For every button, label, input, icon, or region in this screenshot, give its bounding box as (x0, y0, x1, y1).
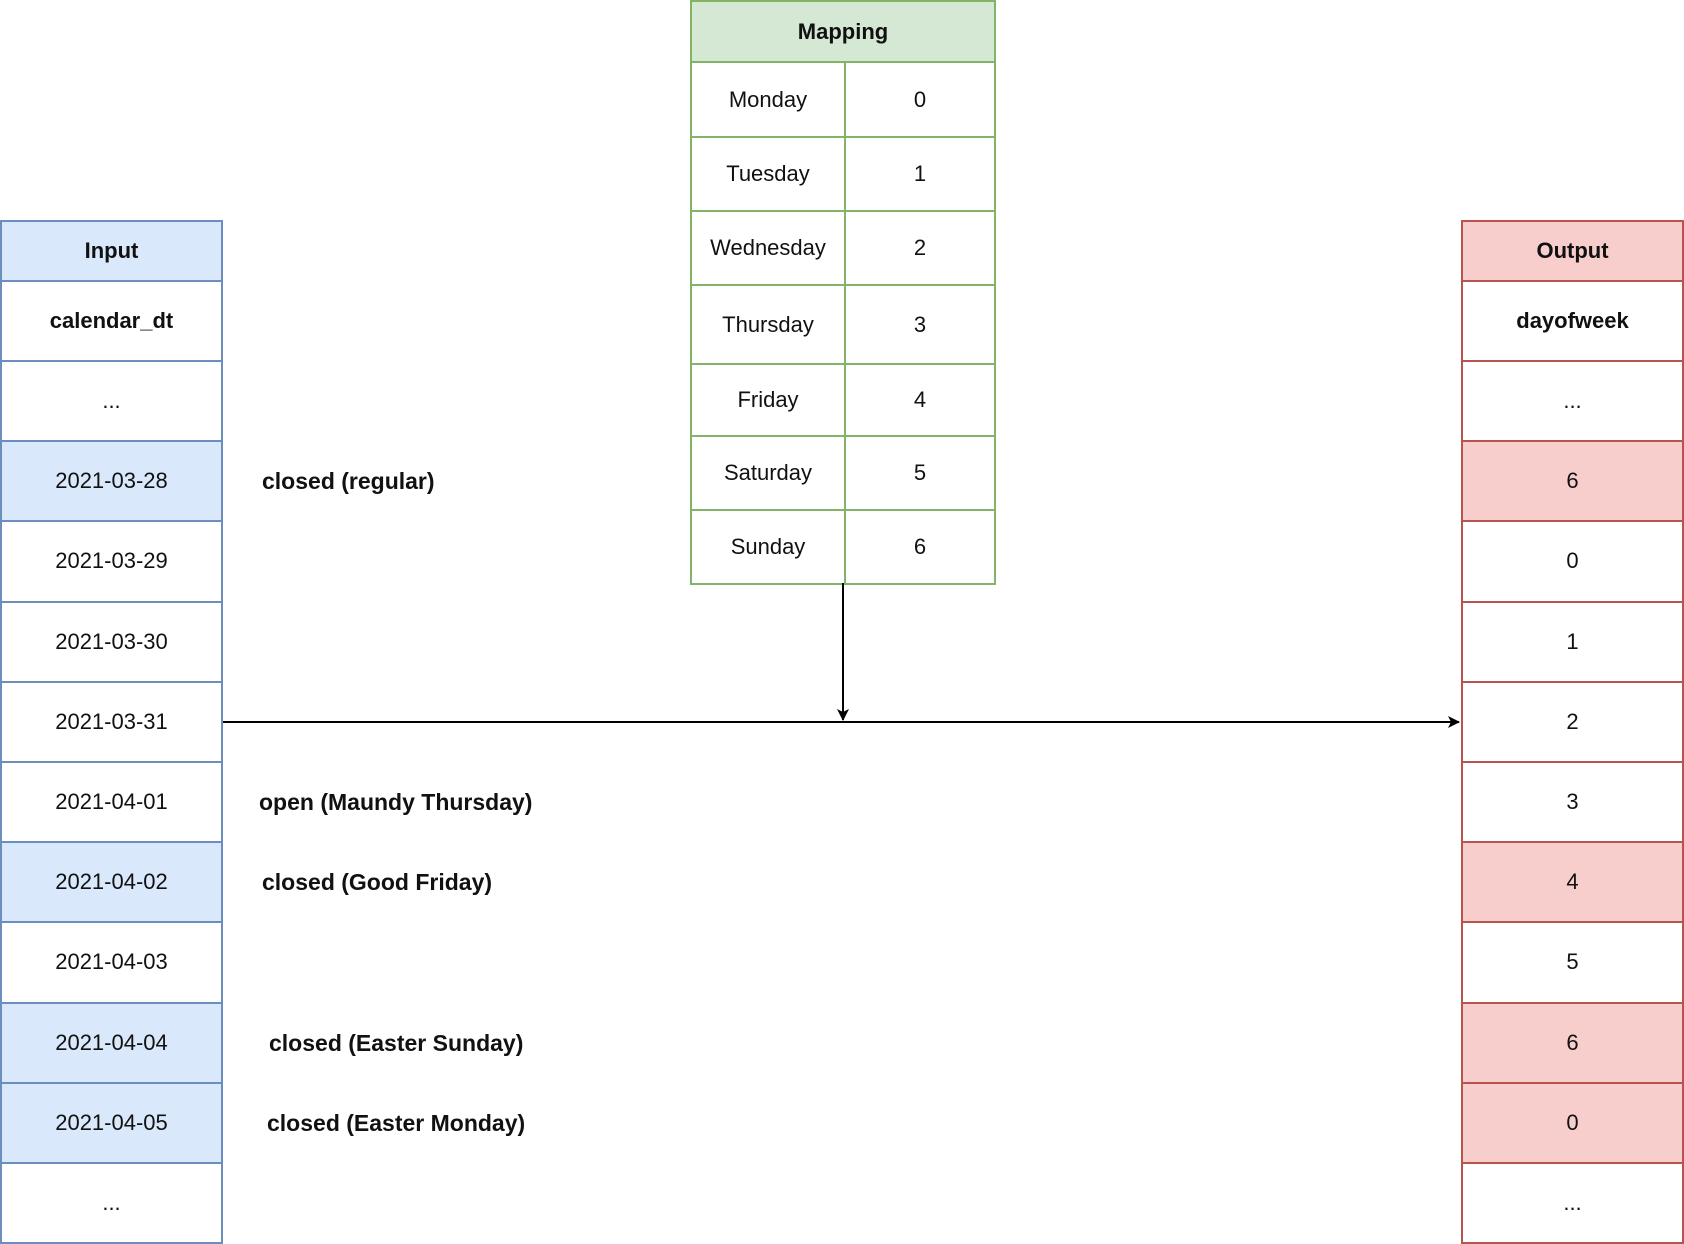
mapping-day-cell: Friday (690, 363, 846, 437)
output-row: 2 (1461, 681, 1684, 763)
input-row: 2021-04-04 (0, 1002, 223, 1084)
row-annotation: closed (Good Friday) (262, 869, 493, 896)
input-header: Input (0, 220, 223, 282)
mapping-day-cell: Saturday (690, 435, 846, 511)
mapping-day-cell: Monday (690, 61, 846, 138)
row-annotation: open (Maundy Thursday) (259, 789, 533, 816)
mapping-number-cell: 4 (844, 363, 996, 437)
input-row: 2021-03-29 (0, 520, 223, 602)
output-row: 1 (1461, 601, 1684, 683)
input-row: 2021-04-03 (0, 921, 223, 1003)
mapping-day-cell: Thursday (690, 284, 846, 365)
mapping-number-cell: 1 (844, 136, 996, 212)
mapping-day-cell: Sunday (690, 509, 846, 585)
input-row: 2021-04-02 (0, 841, 223, 923)
input-row: 2021-04-01 (0, 761, 223, 843)
row-annotation: closed (Easter Monday) (267, 1109, 526, 1136)
output-row: ... (1461, 1162, 1684, 1244)
output-row: 6 (1461, 1002, 1684, 1084)
input-row: 2021-03-31 (0, 681, 223, 763)
mapping-header: Mapping (690, 0, 996, 63)
output-row: ... (1461, 360, 1684, 442)
output-row: 0 (1461, 520, 1684, 602)
input-row: 2021-04-05 (0, 1082, 223, 1164)
input-row: 2021-03-30 (0, 601, 223, 683)
output-row: 5 (1461, 921, 1684, 1003)
mapping-number-cell: 5 (844, 435, 996, 511)
row-annotation: closed (regular) (262, 468, 435, 495)
output-row: 0 (1461, 1082, 1684, 1164)
input-row: ... (0, 360, 223, 442)
row-annotation: closed (Easter Sunday) (269, 1029, 524, 1056)
mapping-day-cell: Tuesday (690, 136, 846, 212)
input-column-header: calendar_dt (0, 280, 223, 362)
input-row: 2021-03-28 (0, 440, 223, 522)
output-row: 6 (1461, 440, 1684, 522)
mapping-number-cell: 3 (844, 284, 996, 365)
input-row: ... (0, 1162, 223, 1244)
mapping-day-cell: Wednesday (690, 210, 846, 286)
mapping-number-cell: 0 (844, 61, 996, 138)
output-header: Output (1461, 220, 1684, 282)
output-column-header: dayofweek (1461, 280, 1684, 362)
output-row: 3 (1461, 761, 1684, 843)
mapping-number-cell: 6 (844, 509, 996, 585)
mapping-number-cell: 2 (844, 210, 996, 286)
output-row: 4 (1461, 841, 1684, 923)
